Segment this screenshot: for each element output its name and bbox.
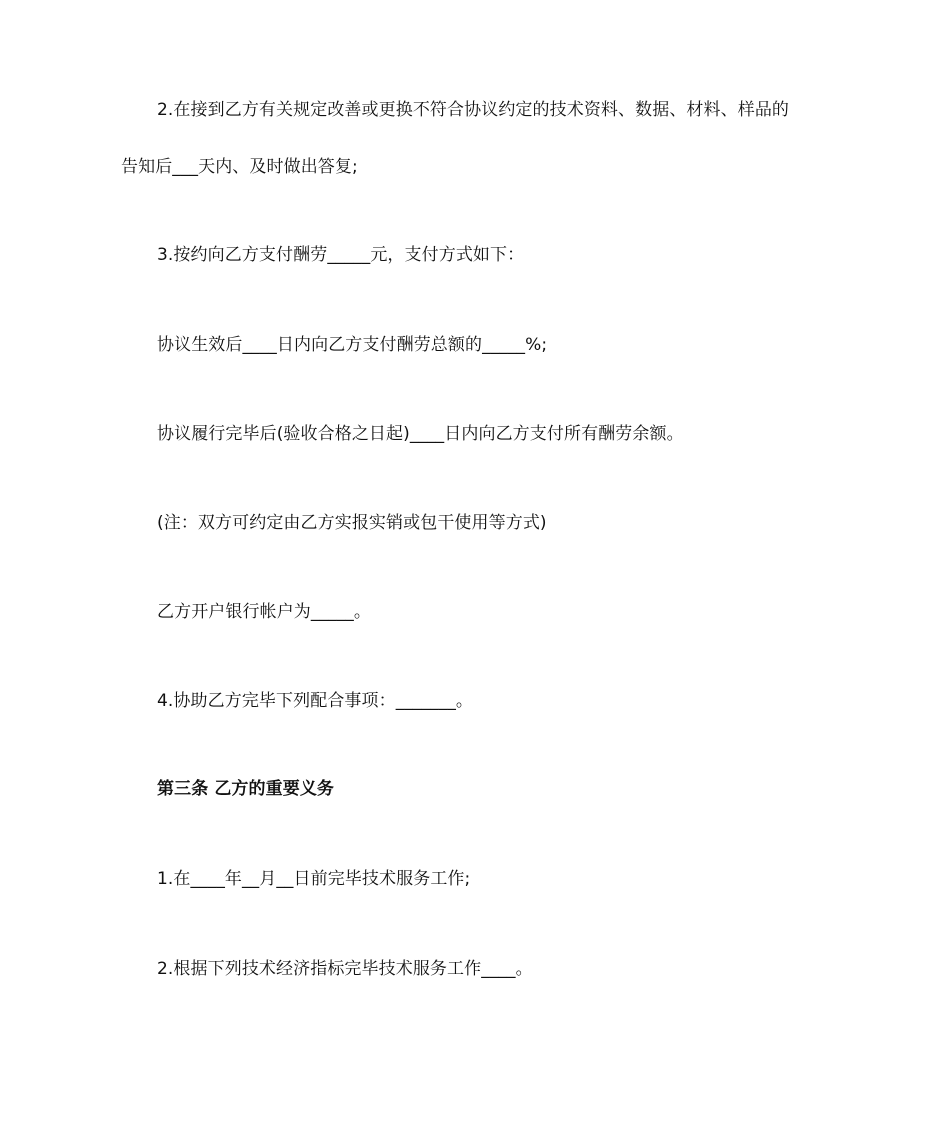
paragraph-line: 1.在____年__月__日前完毕技术服务工作; bbox=[157, 869, 471, 889]
paragraph-line: 协议履行完毕后(验收合格之日起)____日内向乙方支付所有酬劳余额。 bbox=[157, 424, 684, 444]
paragraph-line: 3.按约向乙方支付酬劳_____元，支付方式如下： bbox=[157, 245, 525, 265]
paragraph-line: 协议生效后____日内向乙方支付酬劳总额的_____%; bbox=[157, 335, 548, 355]
paragraph-line: 4.协助乙方完毕下列配合事项：_______。 bbox=[157, 691, 474, 711]
section-heading: 第三条 乙方的重要义务 bbox=[157, 779, 335, 799]
paragraph-line: (注：双方可约定由乙方实报实销或包干使用等方式) bbox=[157, 513, 547, 533]
paragraph-line: 2.在接到乙方有关规定改善或更换不符合协议约定的技术资料、数据、材料、样品的 bbox=[157, 100, 790, 120]
paragraph-line: 告知后___天内、及时做出答复; bbox=[121, 157, 358, 177]
paragraph-line: 2.根据下列技术经济指标完毕技术服务工作____。 bbox=[157, 959, 533, 979]
paragraph-line: 乙方开户银行帐户为_____。 bbox=[157, 602, 371, 622]
